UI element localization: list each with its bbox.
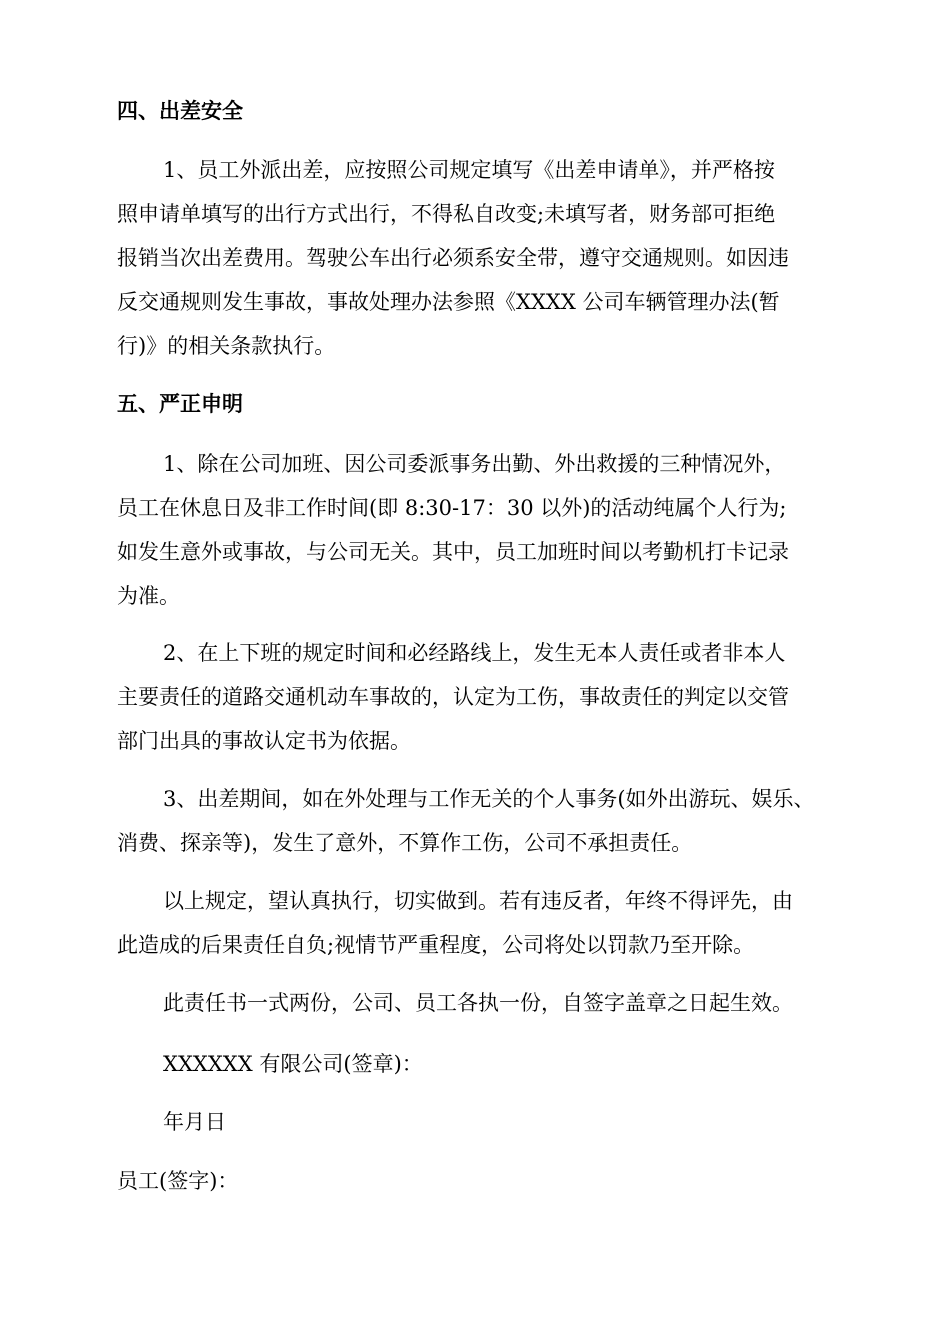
paragraph-line: 3、出差期间，如在外处理与工作无关的个人事务(如外出游玩、娱乐、 (163, 787, 815, 811)
paragraph-line: 行)》的相关条款执行。 (117, 334, 336, 358)
paragraph-line: 1、员工外派出差，应按照公司规定填写《出差申请单》，并严格按 (163, 158, 775, 182)
section-heading-solemn-statement: 五、严正申明 (117, 392, 243, 416)
paragraph-line: 员工在休息日及非工作时间(即 8:30-17：30 以外)的活动纯属个人行为; (117, 496, 787, 520)
paragraph-line: 照申请单填写的出行方式出行，不得私自改变;未填写者，财务部可拒绝 (117, 202, 776, 226)
paragraph-line: 反交通规则发生事故，事故处理办法参照《XXXX 公司车辆管理办法(暂 (117, 290, 780, 314)
company-signature-line: XXXXXX 有限公司(签章)： (163, 1052, 423, 1076)
paragraph-line: 如发生意外或事故，与公司无关。其中，员工加班时间以考勤机打卡记录 (117, 540, 789, 564)
paragraph-line: 以上规定，望认真执行，切实做到。若有违反者，年终不得评先，由 (163, 889, 793, 913)
paragraph-line: 报销当次出差费用。驾驶公车出行必须系安全带，遵守交通规则。如因违 (117, 246, 789, 270)
section-heading-travel-safety: 四、出差安全 (117, 99, 243, 123)
paragraph-line: 1、除在公司加班、因公司委派事务出勤、外出救援的三种情况外， (163, 452, 786, 476)
paragraph-line: 主要责任的道路交通机动车事故的，认定为工伤，事故责任的判定以交管 (117, 685, 789, 709)
employee-signature-line: 员工(签字)： (117, 1169, 239, 1193)
validity-statement: 此责任书一式两份，公司、员工各执一份，自签字盖章之日起生效。 (163, 991, 793, 1015)
paragraph-line: 此造成的后果责任自负;视情节严重程度，公司将处以罚款乃至开除。 (117, 933, 755, 957)
paragraph-line: 部门出具的事故认定书为依据。 (117, 729, 411, 753)
date-line: 年月日 (163, 1110, 226, 1134)
paragraph-line: 2、在上下班的规定时间和必经路线上，发生无本人责任或者非本人 (163, 641, 786, 665)
paragraph-line: 为准。 (117, 584, 180, 608)
paragraph-line: 消费、探亲等)，发生了意外，不算作工伤，公司不承担责任。 (117, 831, 693, 855)
